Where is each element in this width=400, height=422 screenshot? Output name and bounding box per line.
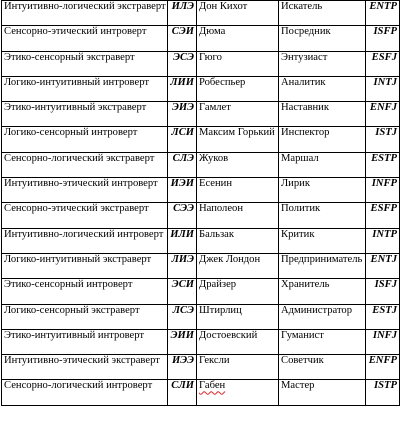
role-name-cell: Аналитик: [279, 76, 366, 101]
spellcheck-marked-text: Габен: [199, 380, 226, 392]
type-abbr-cell: СЛИ: [168, 380, 197, 405]
table-row: [2, 203, 400, 228]
mbti-code-cell: ESFJ: [366, 51, 400, 76]
mbti-code-cell: ISTP: [366, 380, 400, 405]
table-body: [2, 1, 400, 406]
type-abbr-cell: ЭСЭ: [168, 51, 197, 76]
literary-name-cell: [197, 380, 279, 405]
table-row: [2, 253, 400, 278]
mbti-code-cell: ISFJ: [366, 279, 400, 304]
type-abbr-cell: ЛСЭ: [168, 304, 197, 329]
role-name-cell: Администратор: [279, 304, 366, 329]
role-name-cell: Энтузиаст: [279, 51, 366, 76]
type-abbr-cell: СЭИ: [168, 26, 197, 51]
literary-name-cell: Робеспьер: [197, 76, 279, 101]
table-row: [2, 51, 400, 76]
type-abbr-cell: ИЛЭ: [168, 1, 197, 26]
type-abbr-cell: ИЭИ: [168, 178, 197, 203]
type-abbr-cell: СЭЭ: [168, 203, 197, 228]
literary-name-cell: Драйзер: [197, 279, 279, 304]
literary-name-cell: Джек Лондон: [197, 253, 279, 278]
type-name-cell: Этико-интуитивный интроверт: [2, 329, 168, 354]
mbti-code-cell: INTP: [366, 228, 400, 253]
table-row: [2, 178, 400, 203]
role-name-cell: Хранитель: [279, 279, 366, 304]
literary-name-cell: Штирлиц: [197, 304, 279, 329]
type-abbr-cell: ЭСИ: [168, 279, 197, 304]
type-name-cell: Этико-сенсорный интроверт: [2, 279, 168, 304]
table-row: [2, 380, 400, 405]
type-name-cell: Сенсорно-этический экстраверт: [2, 203, 168, 228]
mbti-code-cell: ENFP: [366, 355, 400, 380]
table-row: [2, 102, 400, 127]
type-name-cell: Интуитивно-логический интроверт: [2, 228, 168, 253]
literary-name-cell: Бальзак: [197, 228, 279, 253]
role-name-cell: Маршал: [279, 152, 366, 177]
socionics-types-table: [1, 0, 400, 406]
role-name-cell: Критик: [279, 228, 366, 253]
table-row: [2, 1, 400, 26]
type-name-cell: Логико-сенсорный интроверт: [2, 127, 168, 152]
type-name-cell: Сенсорно-этический интроверт: [2, 26, 168, 51]
table-row: [2, 355, 400, 380]
role-name-cell: Мастер: [279, 380, 366, 405]
mbti-code-cell: ENTP: [366, 1, 400, 26]
type-abbr-cell: ЛИЭ: [168, 253, 197, 278]
mbti-code-cell: ENTJ: [366, 253, 400, 278]
table-row: [2, 127, 400, 152]
type-abbr-cell: ЭИИ: [168, 329, 197, 354]
table-row: [2, 76, 400, 101]
role-name-cell: Посредник: [279, 26, 366, 51]
role-name-cell: Инспектор: [279, 127, 366, 152]
role-name-cell: Предприниматель: [279, 253, 366, 278]
literary-name-cell: Достоевский: [197, 329, 279, 354]
mbti-code-cell: ISTJ: [366, 127, 400, 152]
mbti-code-cell: ISFP: [366, 26, 400, 51]
mbti-code-cell: ESTJ: [366, 304, 400, 329]
type-name-cell: Логико-интуитивный экстраверт: [2, 253, 168, 278]
role-name-cell: Наставник: [279, 102, 366, 127]
mbti-code-cell: ENFJ: [366, 102, 400, 127]
type-abbr-cell: ИЛИ: [168, 228, 197, 253]
type-name-cell: Сенсорно-логический экстраверт: [2, 152, 168, 177]
literary-name-cell: Жуков: [197, 152, 279, 177]
literary-name-cell: Гюго: [197, 51, 279, 76]
literary-name-cell: Дон Кихот: [197, 1, 279, 26]
mbti-code-cell: ESFP: [366, 203, 400, 228]
type-name-cell: Этико-интуитивный экстраверт: [2, 102, 168, 127]
literary-name-cell: Есенин: [197, 178, 279, 203]
type-name-cell: Интуитивно-этический экстраверт: [2, 355, 168, 380]
type-name-cell: Интуитивно-этический интроверт: [2, 178, 168, 203]
role-name-cell: Политик: [279, 203, 366, 228]
mbti-code-cell: INFJ: [366, 329, 400, 354]
role-name-cell: Лирик: [279, 178, 366, 203]
type-abbr-cell: ЛИИ: [168, 76, 197, 101]
type-abbr-cell: ИЭЭ: [168, 355, 197, 380]
table-row: [2, 279, 400, 304]
mbti-code-cell: INFP: [366, 178, 400, 203]
role-name-cell: Искатель: [279, 1, 366, 26]
literary-name-cell: Гексли: [197, 355, 279, 380]
literary-name-cell: Максим Горький: [197, 127, 279, 152]
mbti-code-cell: ESTP: [366, 152, 400, 177]
type-name-cell: Этико-сенсорный экстраверт: [2, 51, 168, 76]
type-abbr-cell: ЭИЭ: [168, 102, 197, 127]
literary-name-cell: Наполеон: [197, 203, 279, 228]
table-row: [2, 26, 400, 51]
type-name-cell: Сенсорно-логический интроверт: [2, 380, 168, 405]
role-name-cell: Гуманист: [279, 329, 366, 354]
literary-name-cell: Дюма: [197, 26, 279, 51]
type-name-cell: Логико-интуитивный интроверт: [2, 76, 168, 101]
type-name-cell: Логико-сенсорный экстраверт: [2, 304, 168, 329]
table-row: [2, 329, 400, 354]
table-row: [2, 304, 400, 329]
literary-name-cell: Гамлет: [197, 102, 279, 127]
table-row: [2, 228, 400, 253]
type-name-cell: Интуитивно-логический экстраверт: [2, 1, 168, 26]
type-abbr-cell: СЛЭ: [168, 152, 197, 177]
role-name-cell: Советчик: [279, 355, 366, 380]
table-row: [2, 152, 400, 177]
type-abbr-cell: ЛСИ: [168, 127, 197, 152]
mbti-code-cell: INTJ: [366, 76, 400, 101]
